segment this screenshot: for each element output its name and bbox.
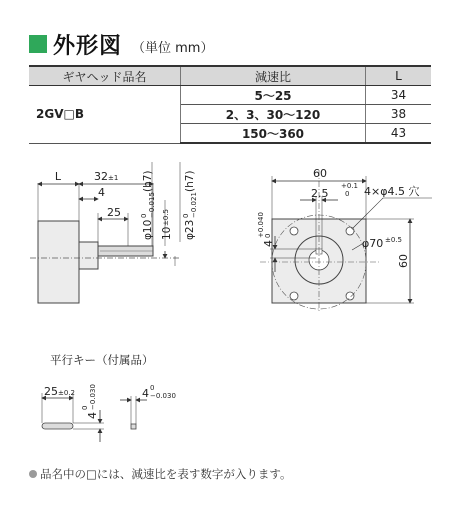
key-height-tol-upper: +0.040 bbox=[257, 212, 265, 238]
front-view bbox=[257, 167, 432, 312]
shaft-tol-upper: 0 bbox=[140, 213, 148, 218]
key-width: 2.5 bbox=[311, 187, 329, 200]
l-cell: 43 bbox=[366, 124, 432, 144]
pcd-tol: ±0.5 bbox=[385, 236, 402, 244]
bullet-icon bbox=[29, 470, 37, 478]
ratio-cell: 5～25 bbox=[181, 86, 366, 105]
dim-width: 60 bbox=[313, 167, 327, 180]
pcd-label: φ70 bbox=[362, 237, 384, 250]
l-cell: 38 bbox=[366, 105, 432, 124]
side-view bbox=[30, 162, 198, 303]
accessory-title: 平行キー（付属品） bbox=[50, 353, 154, 367]
key-width-tol-upper: +0.1 bbox=[341, 182, 358, 190]
shaft-tol-lower: −0.015 bbox=[148, 192, 156, 218]
col-header-ratio: 減速比 bbox=[181, 66, 366, 86]
key-end bbox=[131, 424, 136, 429]
pilot-diameter: φ23 bbox=[184, 219, 196, 240]
shaft-fit: (h7) bbox=[142, 170, 154, 192]
mount-hole bbox=[346, 227, 354, 235]
ratio-cell: 150～360 bbox=[181, 124, 366, 144]
dim-32-tol: ±1 bbox=[108, 174, 119, 182]
dim-4: 4 bbox=[98, 186, 105, 199]
key-height: 4 bbox=[262, 240, 275, 247]
col-header-L: L bbox=[366, 66, 432, 86]
model-cell: 2GV□B bbox=[29, 86, 181, 144]
pilot-boss bbox=[79, 242, 98, 269]
dim-10-tol: ±0.5 bbox=[162, 209, 170, 226]
accessory-key bbox=[42, 384, 176, 442]
holes-label: 4×φ4.5 穴 bbox=[364, 185, 420, 198]
key-width-tol-lower: 0 bbox=[345, 190, 350, 198]
key-w-tol-lower: −0.030 bbox=[150, 392, 176, 400]
mount-hole bbox=[346, 292, 354, 300]
page-title: 外形図 bbox=[53, 33, 123, 59]
pilot-tol-upper: 0 bbox=[182, 213, 190, 218]
gearhead-body bbox=[38, 221, 79, 303]
dim-32: 32 bbox=[94, 170, 108, 183]
dim-10: 10 bbox=[161, 226, 173, 240]
pilot-tol-lower: −0.021 bbox=[190, 192, 198, 218]
ratio-cell: 2、3、30～120 bbox=[181, 105, 366, 124]
mount-hole bbox=[290, 227, 298, 235]
key-length-tol: ±0.2 bbox=[58, 389, 75, 397]
col-header-model: ギヤヘッド品名 bbox=[29, 66, 181, 86]
dim-height: 60 bbox=[397, 254, 410, 268]
l-cell: 34 bbox=[366, 86, 432, 105]
key-h: 4 bbox=[86, 412, 99, 419]
key-h-tol-upper: 0 bbox=[81, 405, 89, 410]
key-height-tol-lower: 0 bbox=[264, 233, 272, 238]
key-h-tol-lower: −0.030 bbox=[89, 384, 97, 410]
key-length: 25 bbox=[44, 385, 58, 398]
unit-label: （単位 mm） bbox=[132, 40, 214, 56]
footnote-text: 品名中の□には、減速比を表す数字が入ります。 bbox=[40, 467, 292, 481]
mount-hole bbox=[290, 292, 298, 300]
footnote bbox=[29, 466, 291, 482]
shaft-diameter: φ10 bbox=[142, 219, 154, 240]
key-w-tol-upper: 0 bbox=[150, 384, 155, 392]
key-w: 4 bbox=[142, 387, 149, 400]
dim-L: L bbox=[54, 170, 62, 183]
pilot-fit: (h7) bbox=[184, 170, 196, 192]
dim-25: 25 bbox=[107, 206, 121, 219]
key-side bbox=[42, 423, 73, 429]
